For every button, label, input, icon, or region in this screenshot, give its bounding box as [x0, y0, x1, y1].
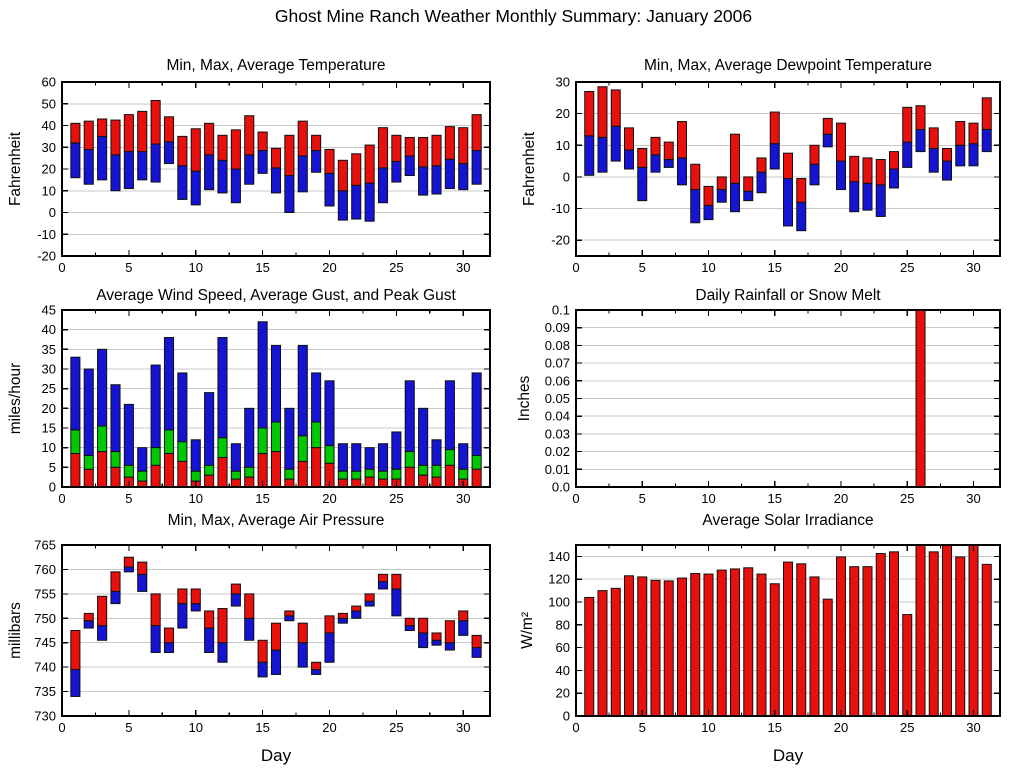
svg-text:120: 120	[548, 571, 570, 587]
svg-text:15: 15	[767, 491, 782, 505]
svg-text:30: 30	[966, 720, 981, 735]
svg-text:20: 20	[833, 260, 849, 275]
svg-text:5: 5	[638, 260, 646, 275]
svg-text:15: 15	[767, 260, 782, 275]
pressure-chart	[0, 505, 513, 772]
svg-text:5: 5	[48, 459, 56, 475]
svg-text:15: 15	[41, 420, 56, 436]
svg-text:45: 45	[41, 302, 56, 318]
svg-text:15: 15	[255, 720, 270, 735]
rain-chart	[513, 285, 1027, 505]
svg-text:30: 30	[555, 74, 570, 90]
svg-text:100: 100	[548, 594, 570, 610]
pressure-chart-title: Min, Max, Average Air Pressure	[167, 512, 385, 529]
svg-text:0: 0	[572, 491, 580, 505]
svg-text:5: 5	[125, 260, 133, 275]
svg-text:0.09: 0.09	[544, 320, 570, 336]
svg-text:0: 0	[48, 479, 56, 495]
svg-text:10: 10	[701, 491, 716, 505]
svg-text:50: 50	[41, 96, 56, 112]
svg-text:40: 40	[41, 322, 56, 338]
svg-text:30: 30	[966, 260, 981, 275]
svg-text:30: 30	[456, 491, 471, 505]
svg-text:0: 0	[58, 260, 66, 275]
solar-chart-title: Average Solar Irradiance	[702, 512, 874, 529]
svg-text:0.02: 0.02	[544, 444, 570, 460]
svg-text:10: 10	[701, 260, 716, 275]
svg-text:25: 25	[41, 381, 56, 397]
svg-text:20: 20	[322, 260, 337, 275]
svg-text:W/m²: W/m²	[519, 611, 536, 650]
dewpoint-chart-title: Min, Max, Average Dewpoint Temperature	[643, 57, 933, 74]
svg-text:760: 760	[34, 561, 56, 577]
svg-text:0.05: 0.05	[544, 391, 570, 406]
dewpoint-chart	[513, 40, 1027, 290]
temperature-chart	[0, 40, 513, 290]
svg-text:0: 0	[58, 491, 66, 505]
wind-chart	[0, 285, 513, 505]
solar-chart	[513, 505, 1027, 772]
svg-text:10: 10	[41, 183, 56, 199]
svg-text:0: 0	[48, 205, 56, 220]
svg-text:-20: -20	[37, 248, 56, 264]
svg-text:730: 730	[34, 708, 56, 724]
svg-text:Fahrenheit: Fahrenheit	[7, 131, 24, 207]
svg-text:0.01: 0.01	[544, 461, 570, 477]
svg-text:20: 20	[322, 491, 337, 505]
svg-text:10: 10	[188, 491, 203, 505]
svg-text:20: 20	[555, 685, 570, 701]
svg-text:750: 750	[34, 610, 56, 626]
svg-text:15: 15	[767, 720, 782, 735]
svg-text:30: 30	[41, 361, 56, 377]
svg-text:0: 0	[562, 708, 570, 724]
svg-text:15: 15	[255, 260, 270, 275]
svg-text:30: 30	[456, 260, 471, 275]
svg-text:Inches: Inches	[516, 375, 533, 422]
svg-text:5: 5	[638, 720, 646, 735]
svg-text:miles/hour: miles/hour	[7, 362, 24, 435]
svg-text:30: 30	[966, 491, 981, 505]
svg-text:20: 20	[322, 720, 337, 735]
svg-text:10: 10	[188, 720, 203, 735]
svg-text:5: 5	[638, 491, 646, 505]
svg-text:15: 15	[255, 491, 270, 505]
svg-text:-10: -10	[551, 201, 570, 217]
svg-text:25: 25	[389, 720, 404, 735]
svg-text:30: 30	[41, 139, 56, 155]
svg-text:0.1: 0.1	[551, 302, 570, 318]
page-title: Ghost Mine Ranch Weather Monthly Summary: January 2006	[274, 6, 753, 26]
svg-text:-10: -10	[37, 226, 56, 242]
svg-text:20: 20	[41, 161, 56, 177]
svg-text:20: 20	[833, 720, 849, 735]
svg-text:140: 140	[548, 548, 570, 564]
svg-text:Day: Day	[260, 746, 292, 765]
svg-text:10: 10	[41, 440, 56, 456]
temperature-chart-title: Min, Max, Average Temperature	[166, 57, 386, 74]
svg-text:0: 0	[562, 169, 570, 185]
svg-text:10: 10	[188, 260, 203, 275]
svg-text:5: 5	[125, 720, 133, 735]
svg-text:60: 60	[555, 640, 570, 656]
svg-text:80: 80	[555, 617, 570, 633]
svg-text:40: 40	[555, 662, 570, 678]
svg-text:740: 740	[34, 659, 56, 675]
svg-text:0: 0	[572, 720, 580, 735]
svg-text:755: 755	[34, 586, 56, 602]
svg-text:0.0: 0.0	[551, 479, 570, 495]
rain-chart-title: Daily Rainfall or Snow Melt	[695, 287, 881, 304]
svg-text:25: 25	[900, 260, 915, 275]
svg-text:0.03: 0.03	[544, 426, 570, 442]
svg-text:765: 765	[34, 537, 56, 553]
wind-chart-title: Average Wind Speed, Average Gust, and Peak Gust	[96, 287, 456, 304]
svg-text:millibars: millibars	[7, 602, 24, 659]
svg-text:25: 25	[900, 720, 915, 735]
svg-text:10: 10	[701, 720, 716, 735]
svg-text:5: 5	[125, 491, 133, 505]
svg-text:40: 40	[41, 118, 56, 133]
svg-text:745: 745	[34, 635, 56, 651]
svg-text:0.07: 0.07	[544, 355, 570, 371]
svg-text:20: 20	[41, 400, 56, 416]
svg-text:25: 25	[389, 491, 404, 505]
svg-text:0.06: 0.06	[544, 373, 570, 389]
svg-text:0: 0	[572, 260, 580, 275]
svg-text:20: 20	[833, 491, 849, 505]
svg-text:10: 10	[555, 137, 570, 153]
svg-text:Fahrenheit: Fahrenheit	[521, 131, 538, 207]
svg-text:735: 735	[34, 684, 56, 700]
svg-text:0.08: 0.08	[544, 337, 570, 353]
svg-text:60: 60	[41, 74, 56, 90]
svg-text:20: 20	[555, 106, 570, 122]
svg-text:25: 25	[900, 491, 915, 505]
svg-text:-20: -20	[551, 232, 570, 248]
svg-text:25: 25	[389, 260, 404, 275]
svg-text:35: 35	[41, 341, 56, 357]
svg-text:30: 30	[456, 720, 471, 735]
svg-text:0: 0	[58, 720, 66, 735]
svg-text:0.04: 0.04	[544, 408, 570, 424]
svg-text:Day: Day	[772, 746, 804, 765]
